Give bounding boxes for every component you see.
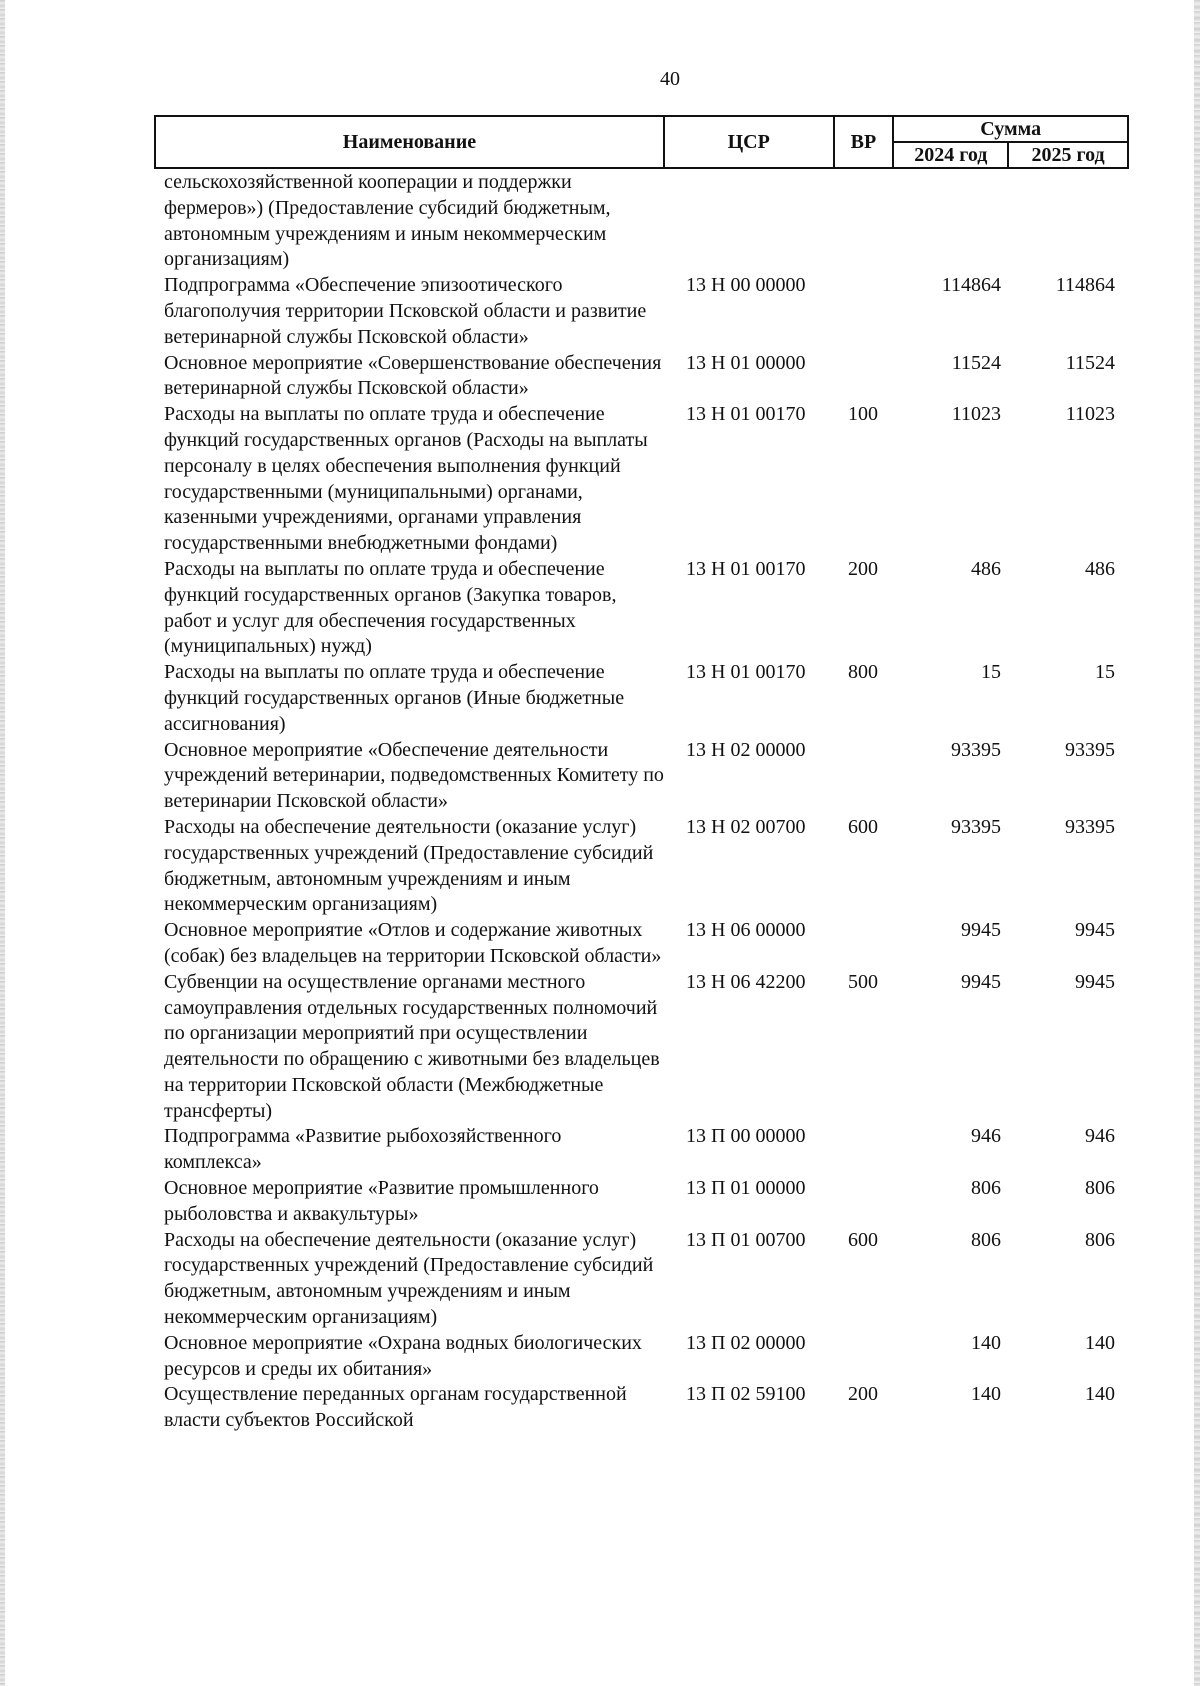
row-name: Подпрограмма «Обеспечение эпизоотического благополучия территории Псковской области и развитие ветеринарной службы Псковской области» xyxy=(164,274,647,348)
header-year-2024: 2024 год xyxy=(893,142,1008,168)
row-csr: 13 П 02 59100 xyxy=(686,1383,806,1406)
row-name: Основное мероприятие «Охрана водных биологических ресурсов и среды их обитания» xyxy=(164,1331,642,1380)
row-name: Осуществление переданных органам государственной власти субъектов Российской xyxy=(164,1383,627,1432)
table-row xyxy=(154,660,1129,737)
row-sum-2025: 93395 xyxy=(1065,738,1115,761)
row-sum-2024: 11524 xyxy=(951,351,1001,374)
row-sum-2024: 9945 xyxy=(961,919,1001,942)
row-vr xyxy=(834,351,894,403)
row-csr: 13 П 01 00700 xyxy=(686,1228,806,1251)
row-sum-2025: 15 xyxy=(1095,661,1115,684)
table-row xyxy=(154,1176,1129,1228)
row-vr: 100 xyxy=(848,403,878,426)
row-sum-2024: 93395 xyxy=(951,815,1001,838)
row-sum-2024: 114864 xyxy=(941,274,1001,297)
table-row xyxy=(154,1331,1129,1383)
row-sum-2025: 93395 xyxy=(1065,815,1115,838)
header-name: Наименование xyxy=(155,116,664,168)
row-sum-2025: 11524 xyxy=(1065,351,1115,374)
row-vr: 600 xyxy=(848,1228,878,1251)
row-sum-2025: 11023 xyxy=(1065,403,1115,426)
row-sum-2025: 140 xyxy=(1085,1383,1115,1406)
row-csr: 13 П 01 00000 xyxy=(686,1177,806,1200)
row-name: Расходы на выплаты по оплате труда и обеспечение функций государственных органов (Иные бюджетные ассигнования) xyxy=(164,661,625,735)
row-sum-2024: 140 xyxy=(971,1331,1001,1354)
row-sum-2025: 946 xyxy=(1085,1125,1115,1148)
row-vr xyxy=(834,170,894,273)
row-sum-2025: 806 xyxy=(1085,1177,1115,1200)
row-vr xyxy=(834,918,894,970)
row-name: Основное мероприятие «Совершенствование обеспечения ветеринарной службы Псковской области» xyxy=(164,351,662,400)
row-name: Основное мероприятие «Обеспечение деятельности учреждений ветеринарии, подведомственных Комитету по ветеринарии Псковской области» xyxy=(164,738,664,813)
row-vr: 500 xyxy=(848,970,878,993)
row-vr: 800 xyxy=(848,661,878,684)
table-row xyxy=(154,273,1129,350)
row-sum-2024: 946 xyxy=(971,1125,1001,1148)
row-csr xyxy=(664,170,834,273)
row-name: Расходы на обеспечение деятельности (оказание услуг) государственных учреждений (Предоставление субсидий бюджетным, автономным учреждениям и иным некоммерческим организациям) xyxy=(164,1228,654,1329)
header-sum: Сумма xyxy=(893,116,1128,142)
row-sum-2025: 9945 xyxy=(1075,919,1115,942)
row-sum-2024: 11023 xyxy=(951,403,1001,426)
row-sum-2025: 140 xyxy=(1085,1331,1115,1354)
table-row xyxy=(154,1124,1129,1176)
row-sum-2024: 806 xyxy=(971,1177,1001,1200)
row-vr: 200 xyxy=(848,1383,878,1406)
row-csr: 13 Н 06 00000 xyxy=(686,919,806,942)
table-row xyxy=(154,170,1129,273)
page-number: 40 xyxy=(660,68,680,90)
row-sum-2025: 806 xyxy=(1085,1228,1115,1251)
table-row xyxy=(154,918,1129,970)
row-sum-2025 xyxy=(1009,170,1129,273)
row-vr xyxy=(834,273,894,350)
row-vr: 200 xyxy=(848,557,878,580)
header-vr: ВР xyxy=(834,116,894,168)
row-name: Расходы на выплаты по оплате труда и обеспечение функций государственных органов (Расходы на выплаты персоналу в целях обеспечения выполнения функций государственными (муниципальными) органами, казенными учреждениями, органами управления государственными внебюджетными фондами) xyxy=(164,403,648,555)
row-csr: 13 Н 01 00170 xyxy=(686,557,806,580)
table-row xyxy=(154,402,1129,557)
row-csr: 13 П 00 00000 xyxy=(686,1125,806,1148)
row-name: сельскохозяйственной кооперации и поддержки фермеров») (Предоставление субсидий бюджетным, автономным учреждениям и иным некоммерческим организациям) xyxy=(164,171,611,271)
row-name: Субвенции на осуществление органами местного самоуправления отдельных государственных полномочий по организации мероприятий при осуществлении деятельности по обращению с животными без владельцев на территории Псковской области (Межбюджетные трансферты) xyxy=(164,970,660,1122)
scan-edge-right xyxy=(1194,0,1200,1686)
row-name: Основное мероприятие «Отлов и содержание животных (собак) без владельцев на территории Псковской области» xyxy=(164,919,662,967)
table-row xyxy=(154,815,1129,918)
table-row xyxy=(154,1382,1129,1434)
row-name: Расходы на обеспечение деятельности (оказание услуг) государственных учреждений (Предоставление субсидий бюджетным, автономным учреждениям и иным некоммерческим организациям) xyxy=(164,815,654,916)
table-row xyxy=(154,970,1129,1125)
row-csr: 13 Н 01 00170 xyxy=(686,661,806,684)
scan-edge-left xyxy=(0,0,5,1686)
row-sum-2025: 9945 xyxy=(1075,970,1115,993)
table-row xyxy=(154,1228,1129,1331)
row-csr: 13 Н 01 00000 xyxy=(686,351,806,374)
row-name: Основное мероприятие «Развитие промышленного рыболовства и аквакультуры» xyxy=(164,1177,599,1225)
row-csr: 13 Н 02 00700 xyxy=(686,815,806,838)
row-vr xyxy=(834,1331,894,1383)
row-vr: 600 xyxy=(848,815,878,838)
row-csr: 13 Н 01 00170 xyxy=(686,403,806,426)
row-sum-2025: 114864 xyxy=(1055,274,1115,297)
row-vr xyxy=(834,738,894,815)
row-sum-2024: 93395 xyxy=(951,738,1001,761)
row-csr: 13 П 02 00000 xyxy=(686,1331,806,1354)
row-csr: 13 Н 00 00000 xyxy=(686,274,806,297)
row-vr xyxy=(834,1124,894,1176)
header-year-2025: 2025 год xyxy=(1008,142,1128,168)
header-csr: ЦСР xyxy=(664,116,834,168)
table-header xyxy=(154,115,1129,169)
row-sum-2024: 140 xyxy=(971,1383,1001,1406)
table-row xyxy=(154,557,1129,660)
row-sum-2024 xyxy=(894,170,1009,273)
row-sum-2025: 486 xyxy=(1085,557,1115,580)
row-sum-2024: 15 xyxy=(981,661,1001,684)
row-csr: 13 Н 02 00000 xyxy=(686,738,806,761)
row-csr: 13 Н 06 42200 xyxy=(686,970,806,993)
table-row xyxy=(154,738,1129,815)
row-sum-2024: 486 xyxy=(971,557,1001,580)
budget-table xyxy=(154,170,1129,1434)
table-row xyxy=(154,351,1129,403)
row-vr xyxy=(834,1176,894,1228)
row-name: Подпрограмма «Развитие рыбохозяйственного комплекса» xyxy=(164,1125,562,1174)
row-name: Расходы на выплаты по оплате труда и обеспечение функций государственных органов (Закупка товаров, работ и услуг для обеспечения государственных (муниципальных) нужд) xyxy=(164,557,617,658)
row-sum-2024: 9945 xyxy=(961,970,1001,993)
row-sum-2024: 806 xyxy=(971,1228,1001,1251)
